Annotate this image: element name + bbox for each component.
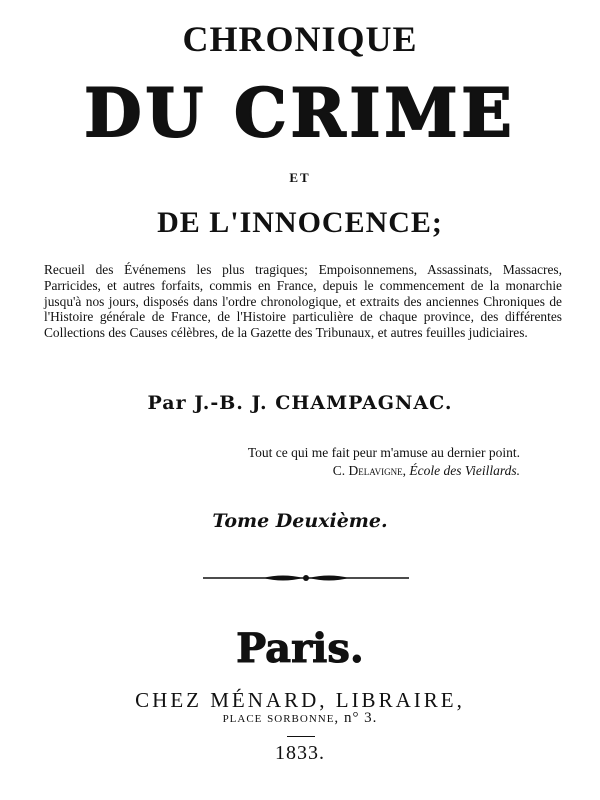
epigraph	[248, 444, 520, 480]
imprint-address	[0, 710, 600, 727]
subtitle-paragraph: Recueil des Événemens les plus tragiques; Empoisonnemens, Assassinats, Massacres, Parricides, et autres forfaits, commis en France, depuis le commencement de la monarchie jusqu'à nos jours, disposés dans l'ordre chronologique, et extraits des anciennes Chroniques de l'Histoire générale de France, de l'Histoire particulière de chaque province, des différentes Collections des Causes célèbres, de la Gazette des Tribunaux, et autres feuilles judiciaires.	[44, 262, 562, 341]
title-line-innocence: DE L'INNOCENCE;	[157, 206, 443, 239]
epigraph-quote: Tout ce qui me fait peur m'amuse au dernier point.	[247, 445, 520, 460]
epigraph-attribution	[248, 462, 520, 480]
title-line-chronique: CHRONIQUE	[182, 19, 418, 59]
epigraph-work: École des Vieillards.	[409, 463, 520, 478]
imprint-publisher: CHEZ MÉNARD, LIBRAIRE,	[135, 688, 465, 712]
epigraph-separator: ,	[402, 463, 410, 478]
title-line-et: ET	[289, 170, 311, 185]
imprint-number: n° 3.	[339, 710, 378, 726]
epigraph-author: C. Delavigne	[332, 463, 403, 478]
imprint-year: 1833.	[275, 742, 325, 764]
title-line-du-crime: DU CRIME	[84, 74, 516, 152]
volume-label: Tome Deuxième.	[212, 510, 388, 532]
author-line: Par J.-B. J. CHAMPAGNAC.	[147, 392, 453, 414]
imprint-street: place sorbonne,	[222, 710, 340, 726]
short-rule-divider	[287, 736, 315, 737]
imprint-city: Paris.	[236, 625, 364, 672]
ornamental-divider-icon	[203, 571, 409, 585]
